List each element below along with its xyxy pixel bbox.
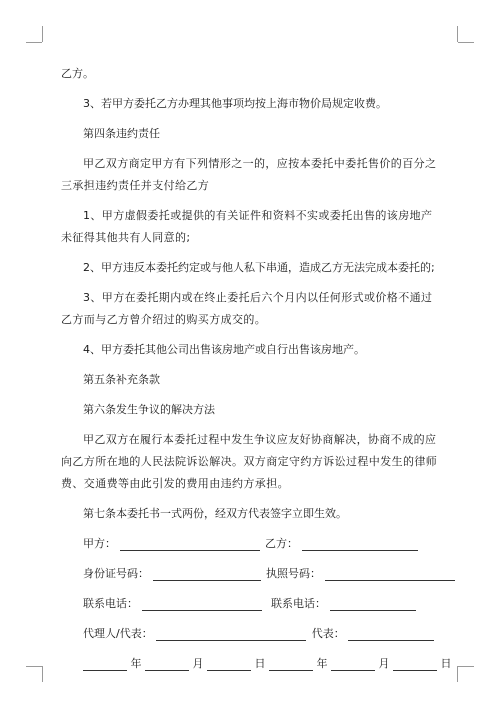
agent-field[interactable] — [156, 626, 306, 641]
crop-mark — [26, 42, 42, 43]
crop-mark — [42, 26, 43, 42]
paragraph: 1、甲方虚假委托或提供的有关证件和资料不实或委托出售的该房地产未征得其他共有人同意的; — [61, 209, 433, 244]
signature-row-dates — [61, 653, 452, 675]
paragraph: 3、甲方在委托期内或在终止委托后六个月内以任何形式或价格不通过乙方而与乙方曾介绍过的购买方成交的。 — [61, 291, 433, 326]
party-a-field[interactable] — [120, 536, 260, 551]
signature-row-phones — [61, 593, 439, 615]
signature-row-parties — [61, 533, 439, 555]
crop-mark — [458, 42, 474, 43]
phone-b-label: 联系电话： — [271, 597, 326, 610]
party-b-label: 乙方： — [265, 537, 298, 550]
paragraph: 3、若甲方委托乙方办理其他事项均按上海市物价局规定收费。 — [83, 97, 387, 110]
representative-field[interactable] — [348, 626, 434, 641]
id-number-field[interactable] — [153, 566, 261, 581]
paragraph: 4、甲方委托其他公司出售该房地产或自行出售该房地产。 — [83, 343, 365, 356]
year-label: 年 — [316, 657, 328, 670]
party-a-label: 甲方： — [83, 537, 116, 550]
phone-a-field[interactable] — [142, 596, 262, 611]
paragraph: 乙方。 — [61, 67, 94, 80]
crop-mark — [457, 666, 458, 682]
month-label: 月 — [378, 657, 390, 670]
date-year-a-field[interactable] — [83, 656, 127, 671]
date-day-a-field[interactable] — [207, 656, 251, 671]
date-year-b-field[interactable] — [269, 656, 313, 671]
phone-a-label: 联系电话： — [83, 597, 138, 610]
id-number-label: 身份证号码： — [83, 567, 149, 580]
section-heading: 第四条违约责任 — [83, 127, 160, 140]
day-label: 日 — [254, 657, 266, 670]
date-month-b-field[interactable] — [331, 656, 375, 671]
license-number-label: 执照号码： — [266, 567, 321, 580]
section-heading: 第五条补充条款 — [83, 373, 160, 386]
paragraph: 2、甲方违反本委托约定或与他人私下串通，造成乙方无法完成本委托的; — [83, 261, 435, 274]
party-b-field[interactable] — [302, 536, 418, 551]
crop-mark — [457, 26, 458, 42]
day-label: 日 — [440, 657, 452, 670]
representative-label: 代表： — [311, 627, 345, 640]
paragraph: 第七条本委托书一式两份，经双方代表签字立即生效。 — [83, 507, 347, 520]
crop-mark — [26, 666, 42, 667]
date-day-b-field[interactable] — [393, 656, 437, 671]
agent-label: 代理人/代表： — [83, 627, 153, 640]
section-heading: 第六条发生争议的解决方法 — [83, 403, 215, 416]
year-label: 年 — [130, 657, 142, 670]
phone-b-field[interactable] — [330, 596, 416, 611]
paragraph: 甲乙双方商定甲方有下列情形之一的，应按本委托中委托售价的百分之三承担违约责任并支付给乙方 — [61, 157, 437, 192]
license-number-field[interactable] — [325, 566, 455, 581]
signature-row-agents — [61, 623, 439, 645]
signature-row-ids — [61, 563, 439, 585]
crop-mark — [458, 666, 474, 667]
paragraph: 甲乙双方在履行本委托过程中发生争议应友好协商解决，协商不成的应向乙方所在地的人民法院诉讼解决。双方商定守约方诉讼过程中发生的律师费、交通费等由此引发的费用由违约方承担。 — [61, 433, 438, 490]
document-body — [61, 63, 452, 683]
crop-mark — [42, 666, 43, 682]
date-month-a-field[interactable] — [145, 656, 189, 671]
month-label: 月 — [192, 657, 204, 670]
